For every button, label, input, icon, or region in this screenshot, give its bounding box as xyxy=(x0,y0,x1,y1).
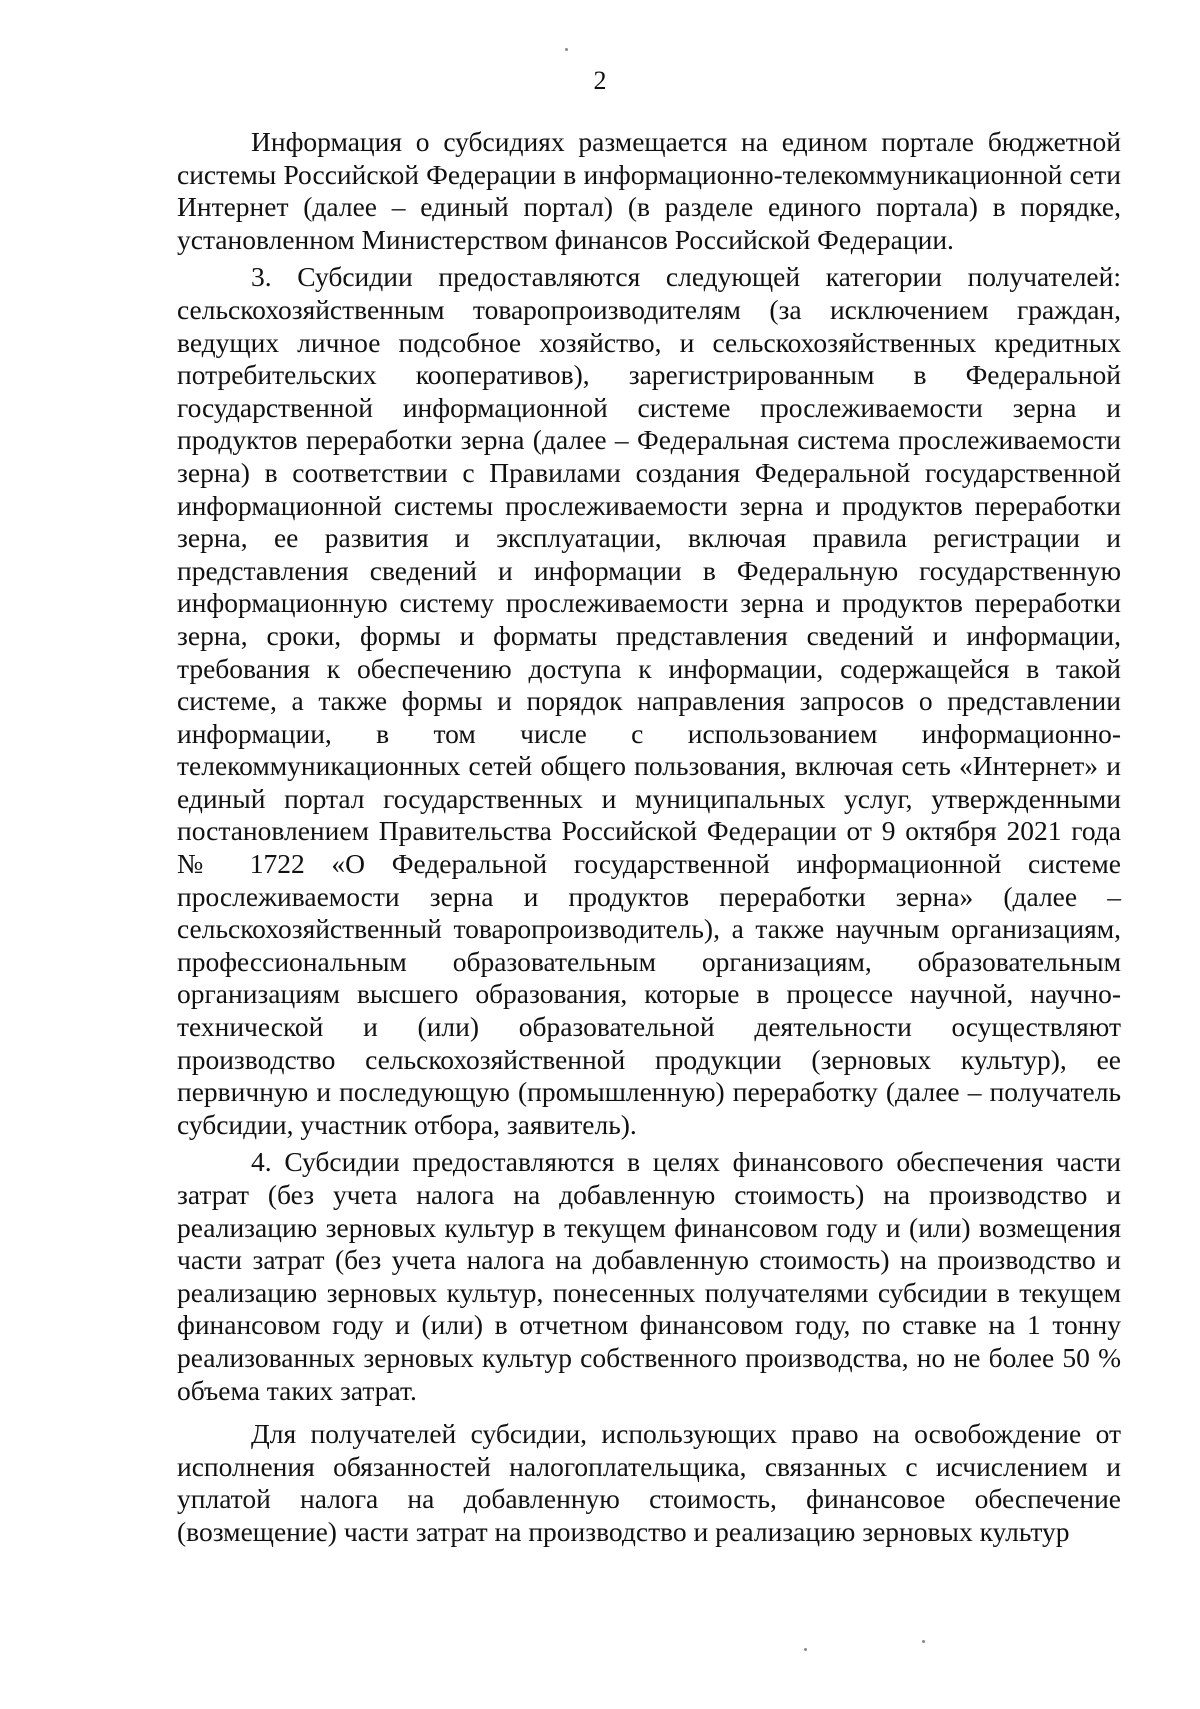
page-number: 2 xyxy=(593,66,607,95)
document-body xyxy=(177,126,1121,1549)
paragraph-recipient-category: 3. Субсидии предоставляются следующей категории получателей: сельскохозяйственным товаропроизводителям (за исключением граждан, ведущих личное подсобное хозяйство, и сельскохозяйственных кредитных потребительских кооперативов), зарегистрированным в Федеральной государственной информационной системе прослеживаемости зерна и продуктов переработки зерна (далее – Федеральная система прослеживаемости зерна) в соответствии с Правилами создания Федеральной государственной информационной системы прослеживаемости зерна и продуктов переработки зерна, ее развития и эксплуатации, включая правила регистрации и представления сведений и информации в Федеральную государственную информационную систему прослеживаемости зерна и продуктов переработки зерна, сроки, формы и форматы представления сведений и информации, требования к обеспечению доступа к информации, содержащейся в такой системе, а также формы и порядок направления запросов о представлении информации, в том числе с использованием информационно-телекоммуникационных сетей общего пользования, включая сеть «Интернет» и единый портал государственных и муниципальных услуг, утвержденными постановлением Правительства Российской Федерации от 9 октября 2021 года № 1722 «О Федеральной государственной информационной системе прослеживаемости зерна и продуктов переработки зерна» (далее – сельскохозяйственный товаропроизводитель), а также научным организациям, профессиональным образовательным организациям, образовательным организациям высшего образования, которые в процессе научной, научно-технической и (или) образовательной деятельности осуществляют производство сельскохозяйственной продукции (зерновых культур), ее первичную и последующую (промышленную) переработку (далее – получатель субсидии, участник отбора, заявитель). xyxy=(177,261,1121,1140)
paragraph-subsidy-information: Информация о субсидиях размещается на едином портале бюджетной системы Российской Федерации в информационно-телекоммуникационной сети Интернет (далее – единый портал) (в разделе единого портала) в порядке, установленном Министерством финансов Российской Федерации. xyxy=(177,126,1121,255)
scan-artifact-dot xyxy=(922,1640,925,1643)
paragraph-vat-exempt-recipients: Для получателей субсидии, использующих право на освобождение от исполнения обязанностей налогоплательщика, связанных с исчислением и уплатой налога на добавленную стоимость, финансовое обеспечение (возмещение) части затрат на производство и реализацию зерновых культур xyxy=(177,1418,1121,1547)
scan-artifact-dot xyxy=(804,1648,807,1651)
scan-artifact-dot xyxy=(565,48,568,51)
paragraph-subsidy-purpose: 4. Субсидии предоставляются в целях финансового обеспечения части затрат (без учета налога на добавленную стоимость) на производство и реализацию зерновых культур в текущем финансовом году и (или) возмещения части затрат (без учета налога на добавленную стоимость) на производство и реализацию зерновых культур, понесенных получателями субсидии в текущем финансовом году и (или) в отчетном финансовом году, по ставке на 1 тонну реализованных зерновых культур собственного производства, но не более 50 % объема таких затрат. xyxy=(177,1146,1121,1406)
